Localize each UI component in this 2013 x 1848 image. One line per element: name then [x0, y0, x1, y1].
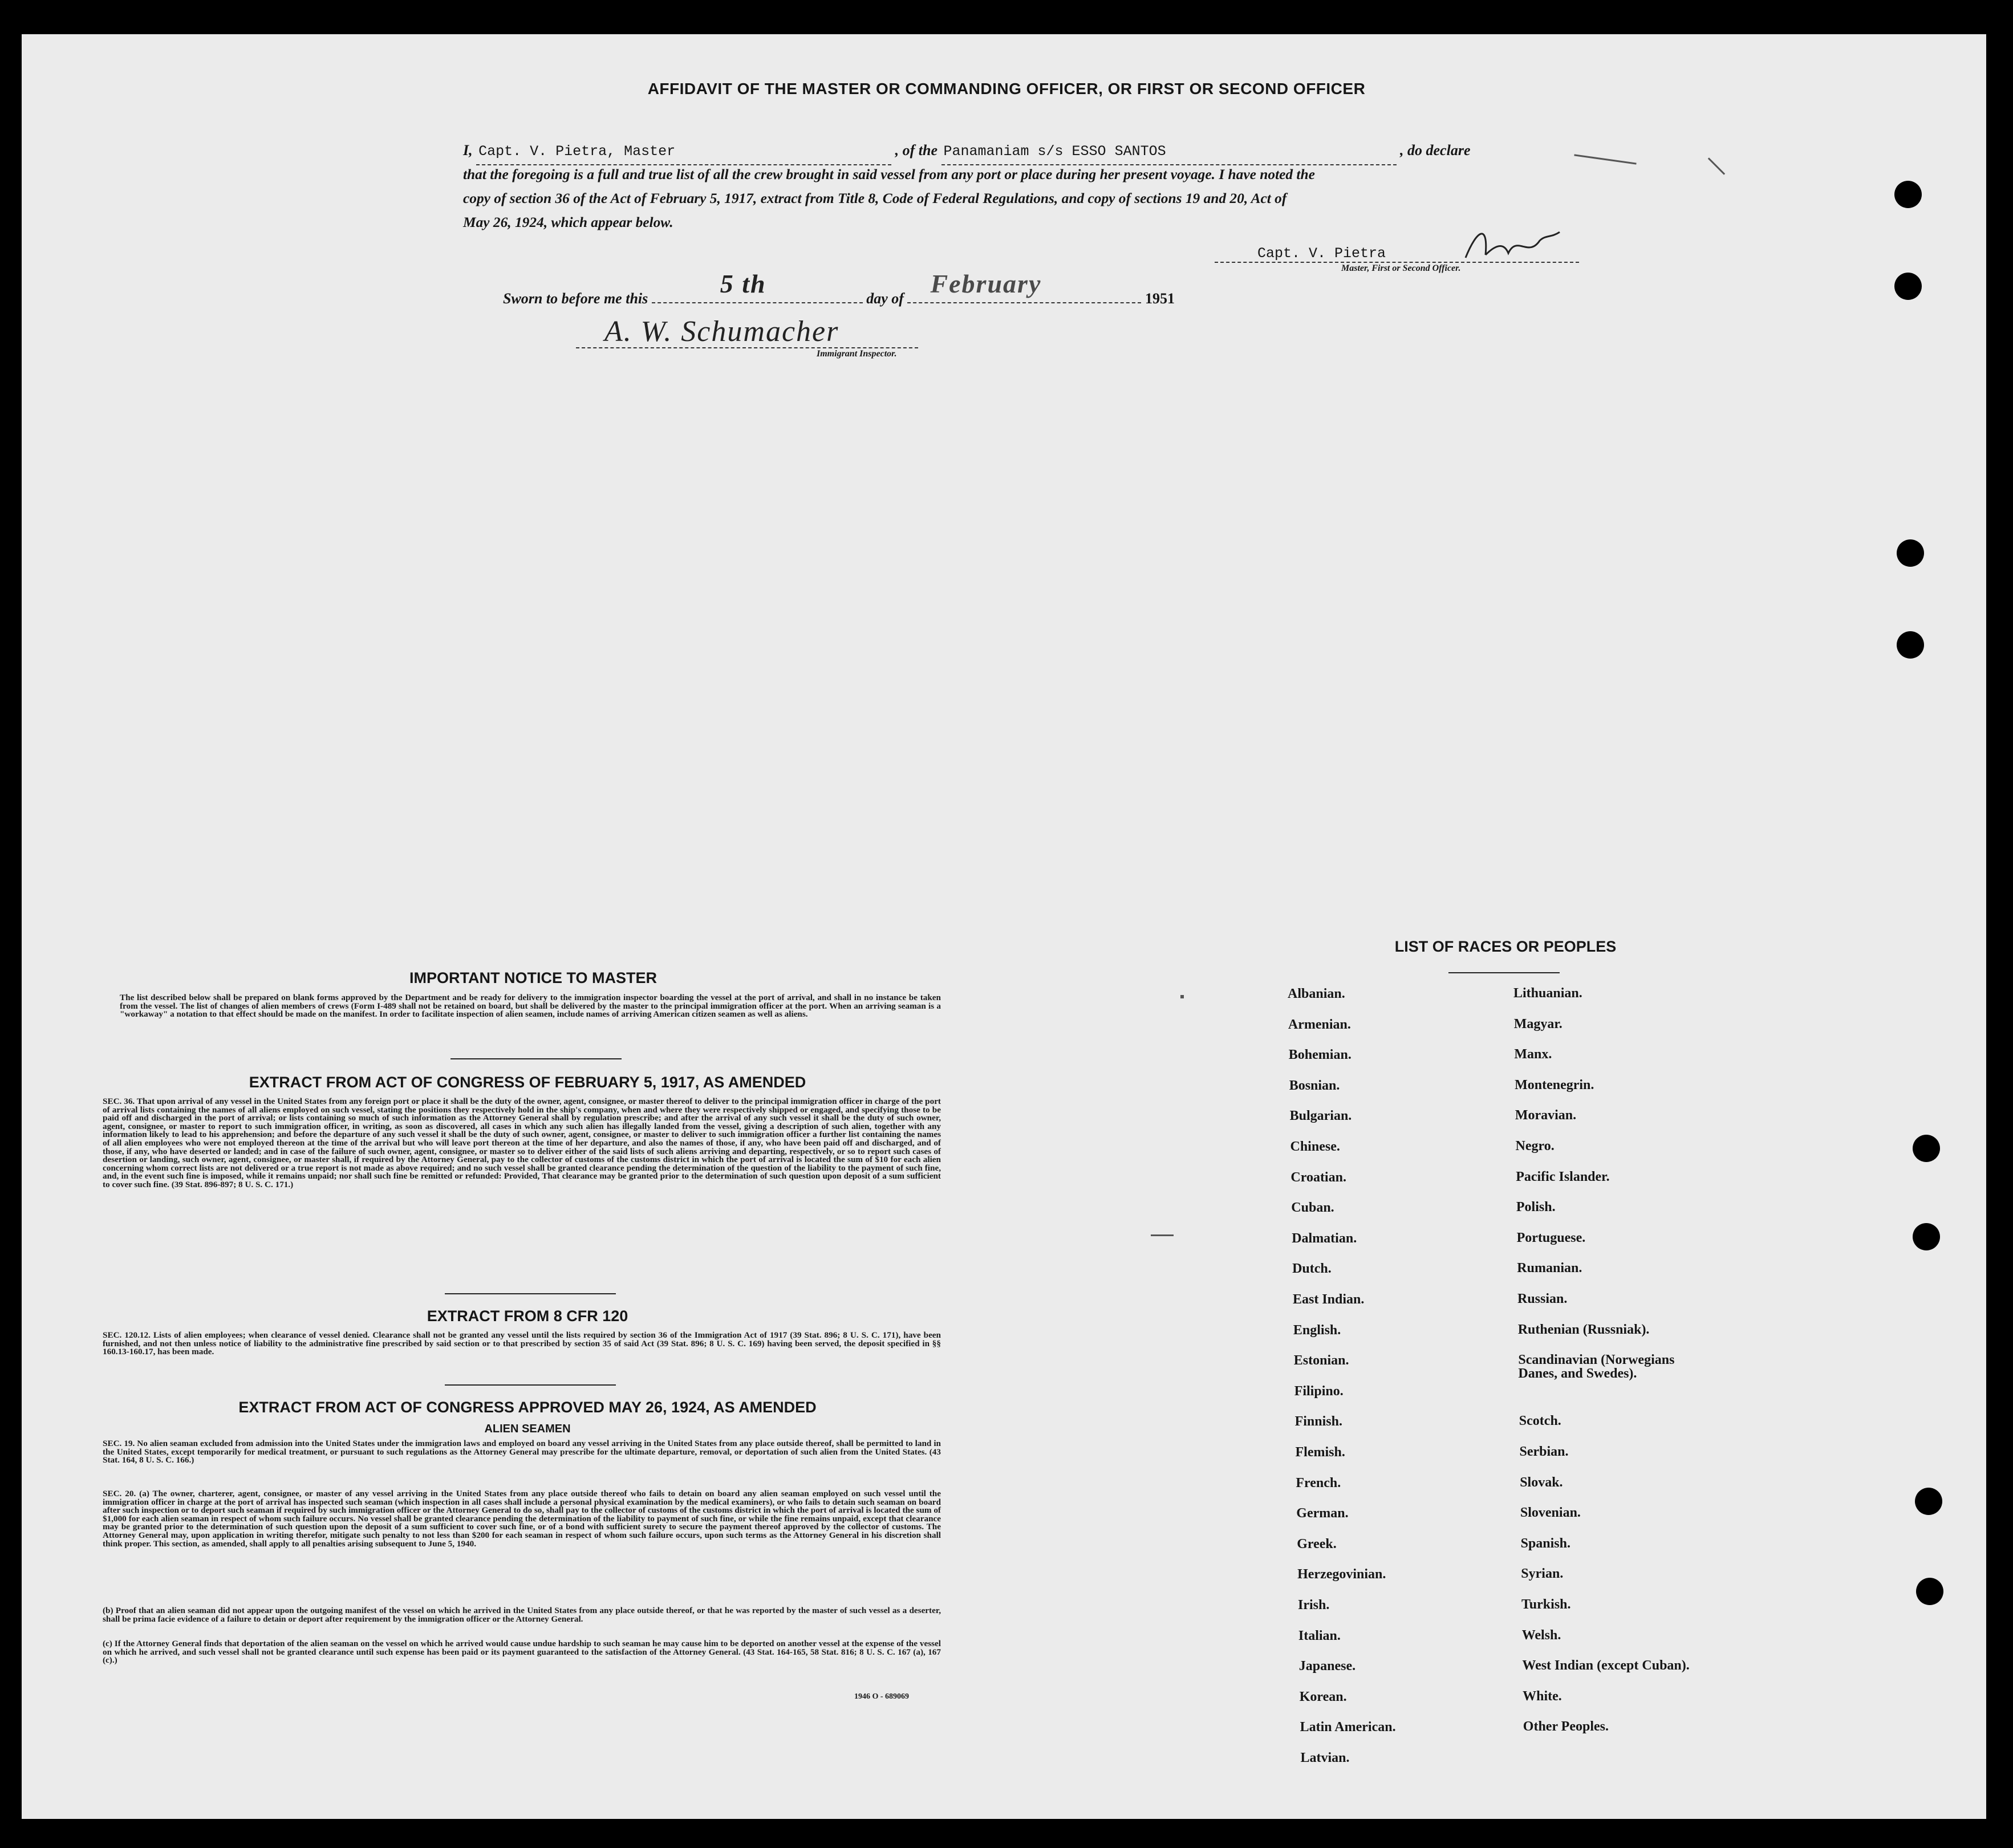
races-title: LIST OF RACES OR PEOPLES — [1394, 938, 1617, 955]
master-signature-caption: Master, First or Second Officer. — [1341, 263, 1461, 273]
race-item: Serbian. — [1519, 1444, 1569, 1459]
sworn-line — [503, 269, 1175, 311]
extract-1924-sec20c: (c) If the Attorney General finds that deportation of the alien seaman on the vessel on which he arrived would cause undue hardship to such seaman he may cause him to be deported on another vessel at the expense of the vessel on which he arrived, and such vessel shall not be granted clearance until such expense has been paid or its payment guaranteed to the satisfaction of the Attorney General. (43 Stat. 164-165, 58 Stat. 816; 8 U. S. C. 167 (a), 167 (c).) — [103, 1639, 941, 1666]
race-item: Pacific Islander. — [1516, 1169, 1610, 1184]
extract-1917-text: SEC. 36. That upon arrival of any vessel in the United States from any foreign port or place it shall be the duty of the owner, agent, consignee, or master thereof to deliver to the principal immigration officer in charge of the port of arrival lists containing the names of all aliens employed on such vessel, stating the positions they respectively hold in the ship's company, when and where they were respectively shipped or engaged, and specifying those to be paid off and discharged in the port of arrival; or lists containing so much of such information as the Attorney General shall by regulation prescribe; and after the arrival of any such vessel it shall be the duty of such owner, agent, consignee, or master to report to such immigration officer, in writing, as soon as discovered, all cases in which any such alien has illegally landed from the vessel, giving a description of such alien, together with any information likely to lead to his apprehension; and before the departure of any such vessel it shall be the duty of such owner, agent, consignee, or master to deliver to such immigration officer a further list containing the names of all alien employees who were not employed thereon at the time of the arrival but who will leave port thereon at the time of her departure, and also the names of those, if any, who have been paid off and discharged, and of those, if any, who have deserted or landed; and in case of the failure of such owner, agent, consignee, or master so to deliver either of the said lists of such aliens arriving and departing, respectively, or so to report such cases of desertion or landing, such owner, agent, consignee, or master shall, if required by the Attorney General, pay to the collector of customs of the customs district in which the port of arrival is located the sum of $10 for each alien concerning whom correct lists are not delivered or a true report is not made as above required; and no such vessel shall be granted clearance pending the determination of the question of the liability to the payment of such fine, and, in the event such fine is imposed, while it remains unpaid; nor shall such fine be remitted or refunded: Provided, That clearance may be granted prior to the determination of such question upon deposit of a sum sufficient to cover such fine. (39 Stat. 896-897; 8 U. S. C. 171.) — [103, 1096, 941, 1189]
master-signature-mark — [1454, 224, 1568, 269]
race-item: Estonian. — [1293, 1353, 1349, 1368]
year-value: 1951 — [1145, 290, 1175, 307]
race-item: Japanese. — [1298, 1659, 1356, 1674]
race-item: English. — [1293, 1322, 1341, 1338]
race-item: Moravian. — [1515, 1108, 1577, 1123]
race-item: Manx. — [1514, 1047, 1552, 1062]
race-item: Bosnian. — [1289, 1078, 1340, 1093]
race-item: French. — [1296, 1475, 1341, 1490]
race-item: Albanian. — [1288, 986, 1345, 1001]
extract-1917-divider — [445, 1293, 616, 1294]
sworn-day-field[interactable] — [652, 269, 863, 303]
affidavit-title: AFFIDAVIT OF THE MASTER OR COMMANDING OFFICER, OR FIRST OR SECOND OFFICER — [647, 80, 1366, 98]
race-item: Chinese. — [1290, 1139, 1340, 1154]
extract-cfr-title: EXTRACT FROM 8 CFR 120 — [427, 1307, 628, 1325]
print-code: 1946 O - 689069 — [854, 1692, 910, 1701]
race-item: West Indian (except Cuban). — [1522, 1658, 1690, 1674]
race-item: Lithuanian. — [1513, 986, 1582, 1001]
of-the-label: , of the — [895, 142, 938, 159]
race-item: Latin American. — [1300, 1720, 1396, 1735]
punch-hole — [1897, 631, 1924, 659]
affidavit-declaration-line — [463, 138, 1547, 165]
stray-mark — [1151, 1234, 1174, 1236]
race-item: Slovak. — [1520, 1475, 1563, 1490]
extract-1924-title: EXTRACT FROM ACT OF CONGRESS APPROVED MAY 26, 1924, AS AMENDED — [238, 1399, 817, 1416]
inspector-signature: A. W. Schumacher — [604, 315, 839, 348]
affidavit-text-2: copy of section 36 of the Act of February 5, 1917, extract from Title 8, Code of Federal Regulations, and copy of sections 19 and 20, Act of — [463, 190, 1287, 206]
race-item: Greek. — [1297, 1536, 1337, 1551]
extract-1924-subtitle: ALIEN SEAMEN — [484, 1423, 571, 1435]
sworn-day-value: 5 th — [720, 269, 766, 298]
race-item: Croatian. — [1290, 1169, 1346, 1185]
day-of-label: day of — [866, 290, 904, 307]
punch-hole — [1913, 1135, 1940, 1162]
race-item: Bohemian. — [1288, 1047, 1352, 1063]
race-item: Korean. — [1299, 1689, 1347, 1704]
race-item: Ruthenian (Russniak). — [1517, 1322, 1650, 1337]
race-item: Finnish. — [1294, 1414, 1342, 1429]
punch-hole — [1894, 273, 1922, 300]
race-item: Dutch. — [1292, 1261, 1332, 1277]
inspector-caption: Immigrant Inspector. — [817, 349, 897, 359]
race-item: Herzegovinian. — [1297, 1567, 1386, 1582]
race-item: Latvian. — [1300, 1750, 1350, 1765]
race-item: Dalmatian. — [1292, 1230, 1357, 1246]
vessel-name-field[interactable]: Panamaniam s/s ESSO SANTOS — [941, 139, 1397, 165]
race-item: Flemish. — [1295, 1445, 1345, 1460]
race-item: Italian. — [1298, 1628, 1341, 1643]
race-item: Scotch. — [1519, 1414, 1561, 1429]
sworn-month-field[interactable] — [907, 269, 1141, 303]
race-item: White. — [1523, 1688, 1562, 1704]
race-item: Negro. — [1515, 1139, 1555, 1154]
race-item: German. — [1296, 1506, 1349, 1521]
punch-hole — [1916, 1578, 1943, 1605]
stray-mark — [1180, 995, 1184, 998]
race-item: Russian. — [1517, 1291, 1568, 1306]
extract-1917-title: EXTRACT FROM ACT OF CONGRESS OF FEBRUARY 5, 1917, AS AMENDED — [249, 1074, 806, 1091]
punch-hole — [1913, 1223, 1940, 1250]
race-item: Portuguese. — [1516, 1230, 1586, 1245]
extract-1924-sec19: SEC. 19. No alien seaman excluded from admission into the United States under the immigration laws and employed on board any vessel arriving in the United States from any place outside thereof, shall be permitted to land in the United States, except temporarily for medical treatment, or pursuant to such regulations as the Attorney General may prescribe for the ultimate departure, removal, or deportation of such alien from the United States. (43 Stat. 164, 8 U. S. C. 166.) — [103, 1439, 941, 1465]
race-item: Turkish. — [1521, 1597, 1571, 1612]
race-item: Slovenian. — [1520, 1505, 1581, 1521]
master-name-field[interactable]: Capt. V. Pietra, Master — [476, 139, 891, 165]
race-item: Irish. — [1298, 1598, 1330, 1613]
sworn-month-value: February — [930, 269, 1042, 298]
punch-hole — [1915, 1488, 1942, 1515]
master-signature-typed: Capt. V. Pietra — [1215, 245, 1579, 263]
notice-text: The list described below shall be prepared on blank forms approved by the Department and be ready for delivery to the immigration inspector boarding the vessel at the port of arrival, and shall in no instance be taken from the vessel. The list of changes of alien members of crews (Form I-489 shall not be retained on board, but shall be delivered by the master to the principal immigration officer at the port. When an arriving seaman is a "workaway" a notation to that effect should be made on the manifest. In order to facilitate inspection of alien seamen, include names of arriving American citizen seamen as well as aliens. — [120, 993, 941, 1020]
race-item: Other Peoples. — [1523, 1719, 1609, 1735]
race-item: Rumanian. — [1517, 1261, 1582, 1276]
notice-title: IMPORTANT NOTICE TO MASTER — [409, 969, 657, 986]
do-declare-label: , do declare — [1400, 142, 1471, 159]
race-item: Welsh. — [1521, 1627, 1561, 1643]
race-item: Scandinavian (Norwegians Danes, and Swedes). — [1518, 1353, 1675, 1382]
race-item: Armenian. — [1288, 1017, 1351, 1032]
punch-hole — [1894, 181, 1922, 208]
race-item: Bulgarian. — [1289, 1108, 1352, 1124]
race-item: Magyar. — [1513, 1016, 1562, 1031]
race-item: East Indian. — [1293, 1292, 1365, 1307]
race-item: Filipino. — [1294, 1383, 1344, 1399]
race-item: Spanish. — [1520, 1536, 1570, 1551]
extract-1924-sec20b: (b) Proof that an alien seaman did not appear upon the outgoing manifest of the vessel on which he arrived in the United States from any place outside thereof, or that he was reported by the master of such vessel as a deserter, shall be prima facie evidence of a failure to detain or deport after requirement by the immigration officer or the Attorney General. — [103, 1606, 941, 1624]
race-item: Montenegrin. — [1515, 1077, 1594, 1092]
affidavit-text-3: May 26, 1924, which appear below. — [463, 214, 673, 230]
affidavit-text-1: that the foregoing is a full and true list of all the crew brought in said vessel from any port or place during her present voyage. I have noted the — [463, 166, 1315, 182]
races-divider — [1448, 972, 1560, 973]
notice-divider — [451, 1058, 622, 1059]
sworn-label: Sworn to before me this — [503, 290, 648, 307]
extract-cfr-divider — [445, 1384, 616, 1386]
race-item: Cuban. — [1291, 1200, 1334, 1216]
i-label: I, — [463, 142, 473, 159]
extract-cfr-text: SEC. 120.12. Lists of alien employees; when clearance of vessel denied. Clearance shall not be granted any vessel until the lists required by section 36 of the Immigration Act of 1917 (39 Stat. 896; 8 U. S. C. 171), have been furnished, and not then unless notice of liability to the administrative fine prescribed by said section or to that prescribed by section 35 of said Act (39 Stat. 896; 8 U. S. C. 169) having been served, the deposit specified in §§ 160.13-160.17, has been made. — [103, 1330, 941, 1357]
race-item: Polish. — [1516, 1200, 1556, 1215]
extract-1924-sec20a: SEC. 20. (a) The owner, charterer, agent, consignee, or master of any vessel arriving in the United States from any place outside thereof who fails to detain on board any alien seaman employed on such vessel until the immigration officer in charge at the port of arrival has inspected such seaman (which inspection in all cases shall include a personal physical examination by the medical examiners), or who fails to detain such seaman on board after such inspection or to deport such seaman if required by such immigration officer or the Attorney General to do so, shall pay to the collector of customs of the customs district in which the port of arrival is located the sum of $1,000 for each alien seaman in respect of whom such failure occurs. No vessel shall be granted clearance pending the determination of the liability to payment of such fine, or while the fine remains unpaid, except that clearance may be granted prior to the determination of such question upon the deposit of a sum sufficient to cover such fine, or of a bond with sufficient surety to secure the payment thereof approved by the collector of customs. The Attorney General may, upon application in writing therefor, mitigate such penalty to not less than $200 for each seaman in respect of whom such failure occurs, upon such terms as the Attorney General in his discretion shall think proper. This section, as amended, shall apply to all penalties arising subsequent to June 5, 1940. — [103, 1489, 941, 1549]
punch-hole — [1897, 539, 1924, 567]
race-item: Syrian. — [1521, 1566, 1564, 1582]
